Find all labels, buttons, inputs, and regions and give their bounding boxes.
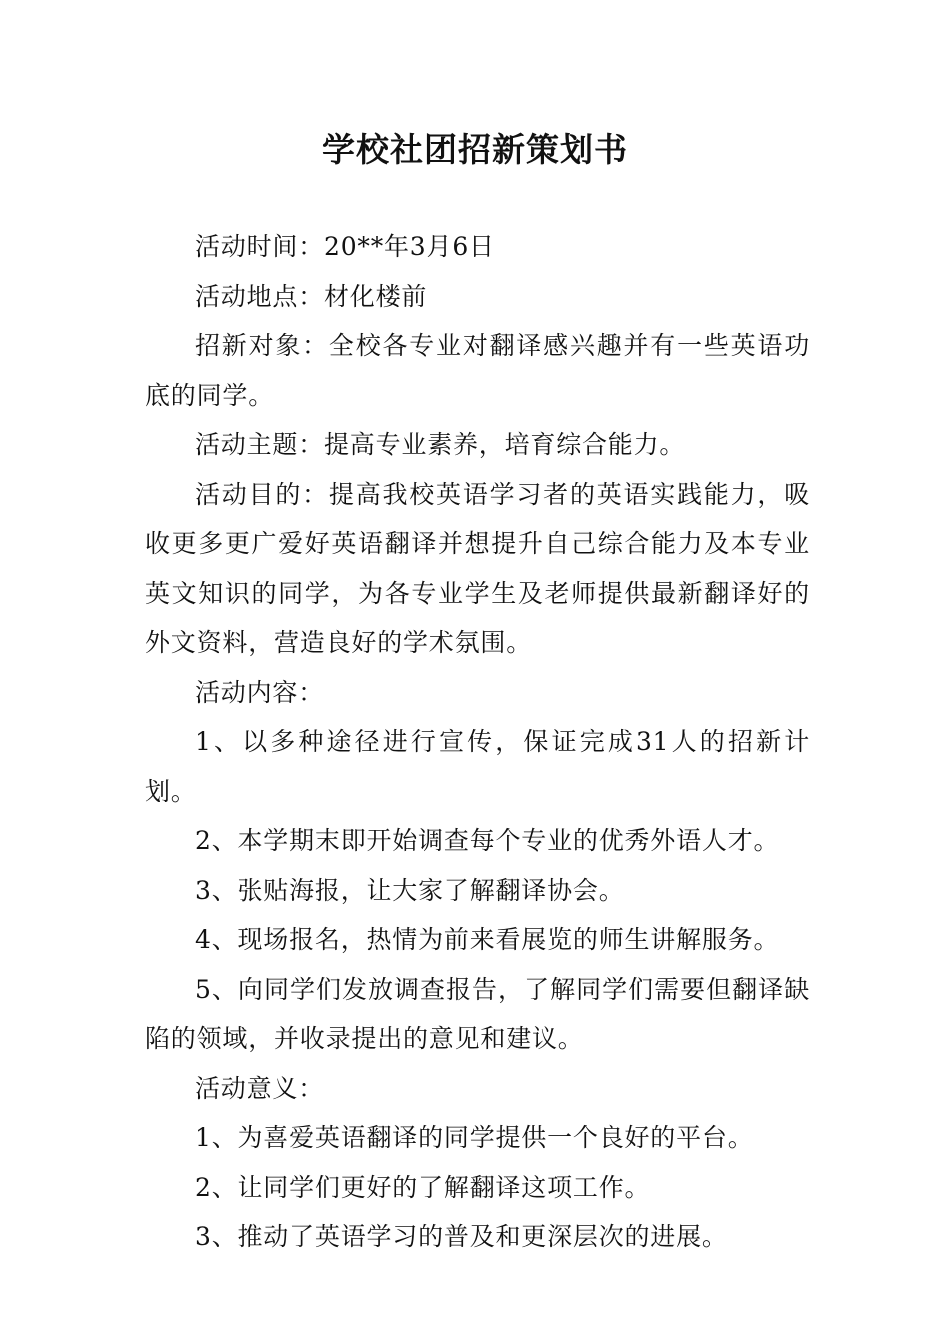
list-item-significance-3: 3、推动了英语学习的普及和更深层次的进展。 (195, 1222, 728, 1251)
paragraph-activity-time: 活动时间：20**年3月6日 (195, 232, 495, 261)
list-item-significance-2: 2、让同学们更好的了解翻译这项工作。 (195, 1172, 651, 1202)
paragraph-activity-purpose: 活动目的：提高我校英语学习者的英语实践能力，吸收更多更广爱好英语翻译并想提升自己综合能力及本专业英文知识的同学，为各专业学生及老师提供最新翻译好的外文资料，营造良好的学术氛围。 (145, 479, 810, 657)
list-item-content-3: 3、张贴海报，让大家了解翻译协会。 (195, 875, 625, 905)
document-body (145, 222, 810, 1262)
document-title: 学校社团招新策划书 (322, 130, 628, 169)
list-item-content-1: 1、以多种途径进行宣传，保证完成31人的招新计划。 (145, 727, 810, 806)
paragraph-recruitment-target: 招新对象：全校各专业对翻译感兴趣并有一些英语功底的同学。 (145, 331, 810, 410)
list-item-content-4: 4、现场报名，热情为前来看展览的师生讲解服务。 (195, 925, 780, 954)
list-item-content-5: 5、向同学们发放调查报告，了解同学们需要但翻译缺陷的领域，并收录提出的意见和建议。 (145, 974, 810, 1053)
list-item-significance-1: 1、为喜爱英语翻译的同学提供一个良好的平台。 (195, 1123, 754, 1152)
list-item-content-2: 2、本学期末即开始调查每个专业的优秀外语人才。 (195, 826, 780, 855)
paragraph-activity-theme: 活动主题：提高专业素养，培育综合能力。 (195, 430, 686, 459)
heading-activity-content: 活动内容： (195, 677, 325, 707)
paragraph-activity-location: 活动地点：材化楼前 (195, 281, 428, 311)
heading-activity-significance: 活动意义： (195, 1073, 325, 1103)
